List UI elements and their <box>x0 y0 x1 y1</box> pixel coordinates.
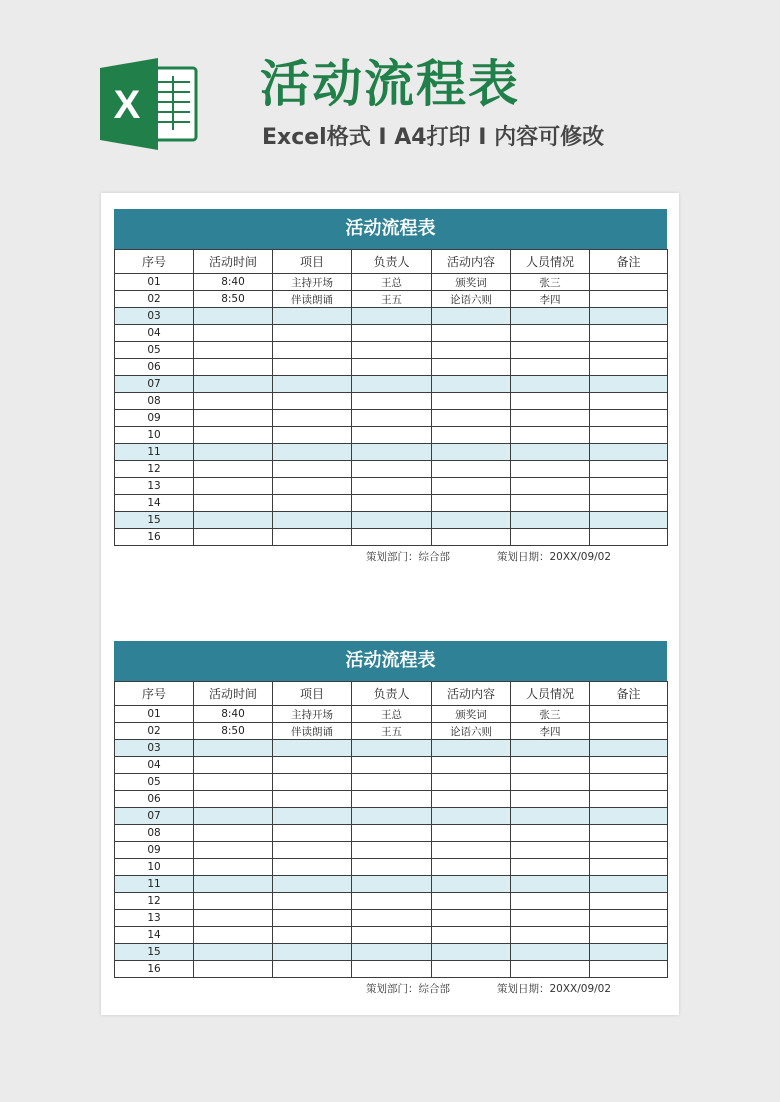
table-cell[interactable] <box>352 825 432 842</box>
plan-department: 策划部门：综合部 <box>366 551 450 563</box>
table-cell[interactable] <box>432 359 511 376</box>
table-cell[interactable] <box>352 478 432 495</box>
table-cell[interactable] <box>590 774 668 791</box>
table-cell[interactable]: 16 <box>115 529 194 546</box>
table-cell[interactable]: 09 <box>115 842 194 859</box>
table-cell[interactable] <box>590 359 668 376</box>
table-cell[interactable] <box>590 325 668 342</box>
table-cell[interactable] <box>352 961 432 978</box>
table-cell[interactable] <box>194 842 273 859</box>
column-header: 负责人 <box>352 682 432 706</box>
table-cell[interactable] <box>432 325 511 342</box>
table-cell[interactable] <box>511 359 590 376</box>
table-cell[interactable] <box>511 376 590 393</box>
table-cell[interactable] <box>352 512 432 529</box>
table-cell[interactable]: 主持开场 <box>273 706 352 723</box>
table-cell[interactable]: 02 <box>115 291 194 308</box>
table-cell[interactable]: 05 <box>115 774 194 791</box>
column-header: 项目 <box>273 682 352 706</box>
table-cell[interactable]: 05 <box>115 342 194 359</box>
table-cell[interactable] <box>511 825 590 842</box>
table-cell[interactable] <box>511 529 590 546</box>
table-cell[interactable] <box>511 757 590 774</box>
table-cell[interactable] <box>194 529 273 546</box>
header-row <box>115 250 668 274</box>
column-header: 序号 <box>115 682 194 706</box>
table-cell[interactable] <box>194 342 273 359</box>
table-cell[interactable]: 04 <box>115 325 194 342</box>
table-cell[interactable] <box>194 740 273 757</box>
table-cell[interactable] <box>194 393 273 410</box>
table-row <box>115 512 668 529</box>
sheet <box>114 641 667 996</box>
table-cell[interactable] <box>352 740 432 757</box>
table-cell[interactable] <box>590 427 668 444</box>
table-cell[interactable] <box>273 393 352 410</box>
table-cell[interactable]: 06 <box>115 791 194 808</box>
table-cell[interactable] <box>590 410 668 427</box>
table-cell[interactable]: 12 <box>115 461 194 478</box>
table-cell[interactable] <box>352 808 432 825</box>
table-cell[interactable] <box>590 512 668 529</box>
table-row <box>115 308 668 325</box>
table-cell[interactable] <box>432 876 511 893</box>
table-cell[interactable]: 王总 <box>352 706 432 723</box>
table-cell[interactable] <box>194 893 273 910</box>
table-cell[interactable] <box>432 342 511 359</box>
table-cell[interactable] <box>352 444 432 461</box>
plan-date: 策划日期：20XX/09/02 <box>497 983 612 995</box>
table-cell[interactable]: 颁奖词 <box>432 706 511 723</box>
column-header: 负责人 <box>352 250 432 274</box>
table-cell[interactable] <box>194 791 273 808</box>
table-cell[interactable]: 15 <box>115 944 194 961</box>
table-cell[interactable] <box>352 325 432 342</box>
table-cell[interactable] <box>432 859 511 876</box>
column-header: 活动时间 <box>194 682 273 706</box>
table-cell[interactable]: 07 <box>115 376 194 393</box>
table-cell[interactable] <box>273 410 352 427</box>
table-cell[interactable]: 13 <box>115 910 194 927</box>
table-cell[interactable] <box>432 740 511 757</box>
table-cell[interactable] <box>590 757 668 774</box>
table-cell[interactable]: 06 <box>115 359 194 376</box>
table-row <box>115 478 668 495</box>
table-cell[interactable] <box>352 461 432 478</box>
table-cell[interactable] <box>273 325 352 342</box>
table-cell[interactable] <box>590 842 668 859</box>
table-cell[interactable] <box>352 359 432 376</box>
table-cell[interactable] <box>352 529 432 546</box>
table-row <box>115 944 668 961</box>
table-row <box>115 495 668 512</box>
table-cell[interactable]: 王五 <box>352 291 432 308</box>
table-row <box>115 825 668 842</box>
table-cell[interactable] <box>511 342 590 359</box>
header-row <box>115 682 668 706</box>
table-cell[interactable] <box>352 376 432 393</box>
table-cell[interactable] <box>352 308 432 325</box>
table-cell[interactable]: 01 <box>115 274 194 291</box>
table-cell[interactable] <box>194 961 273 978</box>
table-cell[interactable]: 07 <box>115 808 194 825</box>
table-row <box>115 723 668 740</box>
table-cell[interactable] <box>511 808 590 825</box>
table-cell[interactable] <box>194 859 273 876</box>
table-row <box>115 876 668 893</box>
table-cell[interactable] <box>194 825 273 842</box>
column-header: 人员情况 <box>511 250 590 274</box>
table-row <box>115 859 668 876</box>
table-cell[interactable] <box>590 291 668 308</box>
table-cell[interactable] <box>590 308 668 325</box>
table-row <box>115 774 668 791</box>
document-page <box>101 193 679 1015</box>
table-cell[interactable] <box>194 461 273 478</box>
table-cell[interactable] <box>511 427 590 444</box>
column-header: 活动时间 <box>194 250 273 274</box>
table-cell[interactable]: 颁奖词 <box>432 274 511 291</box>
table-cell[interactable] <box>352 342 432 359</box>
table-cell[interactable] <box>590 478 668 495</box>
table-cell[interactable] <box>352 842 432 859</box>
table-cell[interactable] <box>432 495 511 512</box>
table-cell[interactable]: 李四 <box>511 291 590 308</box>
table-row <box>115 808 668 825</box>
table-cell[interactable]: 14 <box>115 495 194 512</box>
table-cell[interactable] <box>273 342 352 359</box>
table-cell[interactable] <box>352 876 432 893</box>
table-cell[interactable] <box>511 478 590 495</box>
table-cell[interactable] <box>273 808 352 825</box>
table-cell[interactable] <box>194 910 273 927</box>
column-header: 活动内容 <box>432 682 511 706</box>
table-cell[interactable] <box>590 791 668 808</box>
table-cell[interactable] <box>432 427 511 444</box>
table-cell[interactable]: 张三 <box>511 706 590 723</box>
column-header: 序号 <box>115 250 194 274</box>
table-cell[interactable] <box>590 444 668 461</box>
table-cell[interactable] <box>590 529 668 546</box>
table-cell[interactable] <box>511 927 590 944</box>
table-cell[interactable]: 13 <box>115 478 194 495</box>
table-row <box>115 393 668 410</box>
table-cell[interactable]: 论语六则 <box>432 723 511 740</box>
table-cell[interactable] <box>194 427 273 444</box>
table-cell[interactable] <box>352 774 432 791</box>
table-row <box>115 410 668 427</box>
table-cell[interactable] <box>352 427 432 444</box>
table-cell[interactable]: 11 <box>115 444 194 461</box>
table-cell[interactable] <box>432 774 511 791</box>
table-cell[interactable] <box>194 359 273 376</box>
table-cell[interactable] <box>511 308 590 325</box>
table-cell[interactable] <box>432 529 511 546</box>
table-cell[interactable] <box>511 512 590 529</box>
table-cell[interactable] <box>273 825 352 842</box>
table-row <box>115 927 668 944</box>
table-row <box>115 740 668 757</box>
flow-table <box>114 249 668 546</box>
table-cell[interactable] <box>273 910 352 927</box>
table-cell[interactable] <box>273 478 352 495</box>
table-cell[interactable]: 11 <box>115 876 194 893</box>
table-row <box>115 376 668 393</box>
table-cell[interactable]: 伴读朗诵 <box>273 291 352 308</box>
table-row <box>115 757 668 774</box>
table-cell[interactable] <box>273 495 352 512</box>
table-cell[interactable] <box>194 927 273 944</box>
table-cell[interactable] <box>273 774 352 791</box>
table-cell[interactable] <box>511 410 590 427</box>
table-cell[interactable] <box>432 376 511 393</box>
table-cell[interactable] <box>432 410 511 427</box>
table-cell[interactable] <box>432 842 511 859</box>
table-cell[interactable] <box>590 740 668 757</box>
table-cell[interactable] <box>273 842 352 859</box>
table-cell[interactable] <box>511 893 590 910</box>
table-cell[interactable] <box>590 961 668 978</box>
table-cell[interactable]: 8:40 <box>194 274 273 291</box>
table-cell[interactable]: 03 <box>115 308 194 325</box>
table-cell[interactable] <box>194 495 273 512</box>
table-cell[interactable] <box>432 944 511 961</box>
table-row <box>115 961 668 978</box>
table-cell[interactable] <box>590 723 668 740</box>
column-header: 人员情况 <box>511 682 590 706</box>
table-cell[interactable] <box>273 427 352 444</box>
sheet-title: 活动流程表 <box>114 641 667 681</box>
table-cell[interactable] <box>273 961 352 978</box>
table-cell[interactable]: 14 <box>115 927 194 944</box>
table-cell[interactable] <box>511 961 590 978</box>
table-cell[interactable]: 张三 <box>511 274 590 291</box>
table-cell[interactable] <box>511 774 590 791</box>
table-cell[interactable]: 16 <box>115 961 194 978</box>
table-cell[interactable] <box>432 910 511 927</box>
table-cell[interactable] <box>590 376 668 393</box>
table-cell[interactable]: 04 <box>115 757 194 774</box>
table-cell[interactable]: 12 <box>115 893 194 910</box>
table-cell[interactable] <box>590 944 668 961</box>
table-cell[interactable] <box>511 910 590 927</box>
table-cell[interactable] <box>590 876 668 893</box>
table-cell[interactable] <box>273 512 352 529</box>
table-cell[interactable] <box>194 876 273 893</box>
table-cell[interactable] <box>590 893 668 910</box>
sheet <box>114 209 667 564</box>
table-cell[interactable] <box>432 461 511 478</box>
excel-logo-icon <box>100 58 198 150</box>
table-cell[interactable] <box>352 791 432 808</box>
table-cell[interactable]: 08 <box>115 393 194 410</box>
table-cell[interactable] <box>352 495 432 512</box>
table-cell[interactable]: 8:50 <box>194 291 273 308</box>
table-cell[interactable] <box>194 376 273 393</box>
table-cell[interactable] <box>273 376 352 393</box>
table-row <box>115 529 668 546</box>
table-cell[interactable] <box>352 927 432 944</box>
table-cell[interactable] <box>511 859 590 876</box>
table-cell[interactable] <box>273 359 352 376</box>
table-cell[interactable] <box>352 410 432 427</box>
table-cell[interactable] <box>432 893 511 910</box>
table-row <box>115 893 668 910</box>
table-cell[interactable] <box>273 927 352 944</box>
table-cell[interactable] <box>432 961 511 978</box>
table-cell[interactable]: 03 <box>115 740 194 757</box>
table-cell[interactable] <box>273 876 352 893</box>
table-cell[interactable] <box>590 927 668 944</box>
table-cell[interactable] <box>432 478 511 495</box>
page-subtitle: Excel格式 I A4打印 I 内容可修改 <box>262 125 605 150</box>
table-cell[interactable]: 8:40 <box>194 706 273 723</box>
table-row <box>115 427 668 444</box>
table-row <box>115 359 668 376</box>
table-cell[interactable] <box>432 757 511 774</box>
table-cell[interactable] <box>352 393 432 410</box>
table-cell[interactable] <box>432 825 511 842</box>
table-cell[interactable] <box>511 325 590 342</box>
table-cell[interactable] <box>432 512 511 529</box>
table-cell[interactable] <box>194 512 273 529</box>
table-cell[interactable] <box>590 825 668 842</box>
table-cell[interactable] <box>273 308 352 325</box>
table-cell[interactable] <box>273 944 352 961</box>
table-cell[interactable] <box>194 308 273 325</box>
table-cell[interactable] <box>432 791 511 808</box>
table-row <box>115 706 668 723</box>
table-cell[interactable]: 09 <box>115 410 194 427</box>
table-cell[interactable] <box>273 444 352 461</box>
table-row <box>115 842 668 859</box>
excel-logo-letter: X <box>113 83 141 127</box>
table-cell[interactable] <box>352 944 432 961</box>
column-header: 备注 <box>590 682 668 706</box>
table-cell[interactable] <box>194 944 273 961</box>
table-cell[interactable]: 王总 <box>352 274 432 291</box>
table-cell[interactable]: 10 <box>115 427 194 444</box>
table-cell[interactable] <box>432 808 511 825</box>
table-cell[interactable]: 15 <box>115 512 194 529</box>
table-row <box>115 444 668 461</box>
table-cell[interactable] <box>352 757 432 774</box>
table-cell[interactable] <box>273 893 352 910</box>
table-cell[interactable] <box>352 859 432 876</box>
table-cell[interactable] <box>590 461 668 478</box>
table-cell[interactable]: 李四 <box>511 723 590 740</box>
plan-department: 策划部门：综合部 <box>366 983 450 995</box>
table-cell[interactable] <box>590 859 668 876</box>
table-cell[interactable]: 论语六则 <box>432 291 511 308</box>
table-row <box>115 274 668 291</box>
table-cell[interactable] <box>590 910 668 927</box>
table-cell[interactable] <box>511 876 590 893</box>
table-cell[interactable] <box>194 478 273 495</box>
sheet-title: 活动流程表 <box>114 209 667 249</box>
table-cell[interactable] <box>590 393 668 410</box>
table-cell[interactable] <box>273 461 352 478</box>
table-cell[interactable] <box>432 444 511 461</box>
table-cell[interactable] <box>194 808 273 825</box>
table-cell[interactable] <box>511 944 590 961</box>
table-cell[interactable] <box>273 791 352 808</box>
table-row <box>115 342 668 359</box>
plan-date: 策划日期：20XX/09/02 <box>497 551 612 563</box>
table-cell[interactable] <box>194 325 273 342</box>
table-cell[interactable]: 主持开场 <box>273 274 352 291</box>
page-title: 活动流程表 <box>260 55 520 113</box>
table-cell[interactable] <box>511 842 590 859</box>
sheet-footer <box>114 546 667 564</box>
table-cell[interactable] <box>511 444 590 461</box>
table-row <box>115 791 668 808</box>
table-row <box>115 910 668 927</box>
table-cell[interactable] <box>590 274 668 291</box>
table-cell[interactable] <box>194 757 273 774</box>
table-row <box>115 461 668 478</box>
table-cell[interactable]: 02 <box>115 723 194 740</box>
table-cell[interactable] <box>590 808 668 825</box>
table-row <box>115 291 668 308</box>
table-cell[interactable] <box>511 791 590 808</box>
table-cell[interactable]: 01 <box>115 706 194 723</box>
column-header: 备注 <box>590 250 668 274</box>
table-cell[interactable]: 伴读朗诵 <box>273 723 352 740</box>
table-cell[interactable] <box>194 774 273 791</box>
flow-table <box>114 681 668 978</box>
table-cell[interactable] <box>511 461 590 478</box>
table-cell[interactable] <box>590 706 668 723</box>
table-cell[interactable]: 08 <box>115 825 194 842</box>
column-header: 活动内容 <box>432 250 511 274</box>
table-cell[interactable] <box>511 740 590 757</box>
sheet-footer <box>114 978 667 996</box>
table-cell[interactable]: 王五 <box>352 723 432 740</box>
table-cell[interactable] <box>194 410 273 427</box>
table-cell[interactable] <box>511 393 590 410</box>
table-cell[interactable] <box>273 740 352 757</box>
table-cell[interactable] <box>590 495 668 512</box>
table-cell[interactable] <box>590 342 668 359</box>
table-cell[interactable] <box>273 529 352 546</box>
table-cell[interactable]: 8:50 <box>194 723 273 740</box>
table-cell[interactable] <box>273 757 352 774</box>
table-cell[interactable] <box>432 393 511 410</box>
table-cell[interactable] <box>194 444 273 461</box>
table-cell[interactable] <box>432 927 511 944</box>
table-cell[interactable] <box>352 910 432 927</box>
table-cell[interactable]: 10 <box>115 859 194 876</box>
table-cell[interactable] <box>432 308 511 325</box>
table-cell[interactable] <box>352 893 432 910</box>
table-cell[interactable] <box>273 859 352 876</box>
table-row <box>115 325 668 342</box>
column-header: 项目 <box>273 250 352 274</box>
table-cell[interactable] <box>511 495 590 512</box>
